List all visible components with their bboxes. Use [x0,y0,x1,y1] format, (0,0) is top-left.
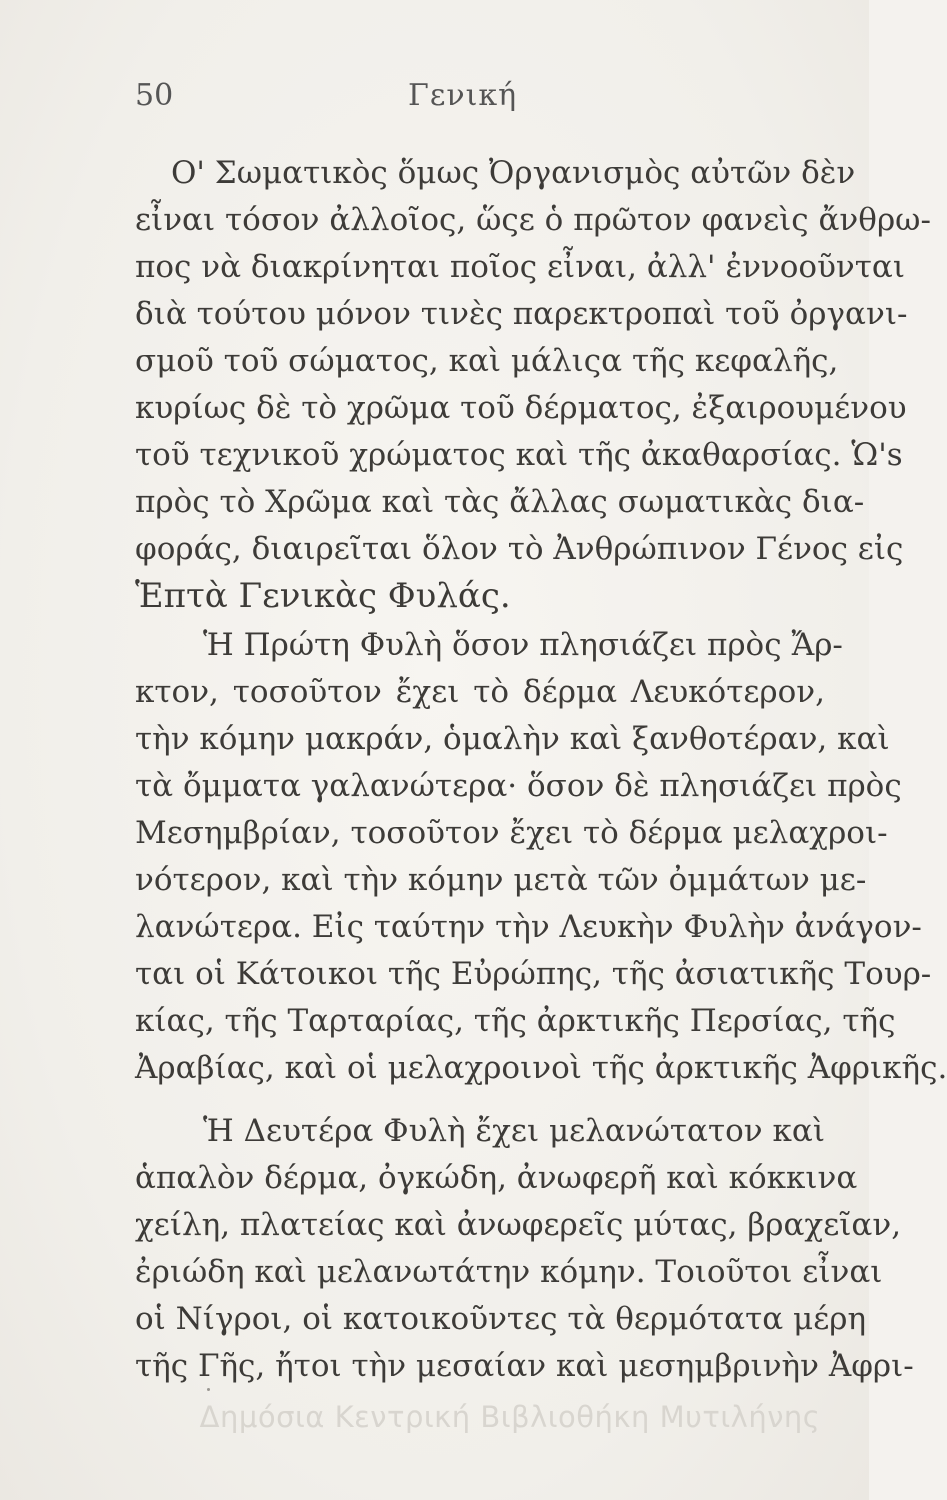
text-line: λανώτερα. Εἰς ταύτην τὴν Λευκὴν Φυλὴν ἀνάγον- [135,909,922,945]
text-line: διὰ τούτου μόνον τινὲς παρεκτροπαὶ τοῦ ὀργανι- [135,296,908,332]
library-watermark: Δημόσια Κεντρική Βιβλιοθήκη Μυτιλήνης [199,1400,821,1434]
text-line: χείλη, πλατείας καὶ ἀνωφερεῖς μύτας, βραχεῖαν, [135,1207,902,1243]
text-line: κίας, τῆς Ταρταρίας, τῆς ἀρκτικῆς Περσίας, τῆς [135,1003,896,1039]
text-line: Ἑπτὰ Γενικὰς Φυλάς. [135,576,511,616]
text-line: τοῦ τεχνικοῦ χρώματος καὶ τῆς ἀκαθαρσίας. Ὡ's [135,437,903,473]
paragraph-2 [135,622,947,1092]
text-line: σμοῦ τοῦ σώματος, καὶ μάλιςα τῆς κεφαλῆς, [135,343,839,379]
text-line: ἐριώδη καὶ μελανωτάτην κόμην. Τοιοῦτοι εἶναι [135,1254,883,1290]
text-line: τὴν κόμην μακράν, ὁμαλὴν καὶ ξανθοτέραν, καὶ [135,721,890,757]
text-line: Ο' Σωματικὸς ὅμως Ὀργανισμὸς αὐτῶν δὲν [171,155,856,191]
text-line: τὰ ὄμματα γαλανώτερα· ὅσον δὲ πλησιάζει πρὸς [135,768,902,804]
text-line: κυρίως δὲ τὸ χρῶμα τοῦ δέρματος, ἐξαιρουμένου [135,390,907,426]
text-line: Ἡ Πρώτη Φυλὴ ὅσον πλησιάζει πρὸς Ἄρ- [203,627,843,663]
paragraph-3 [135,1108,914,1390]
text-line: ἁπαλὸν δέρμα, ὀγκώδη, ἀνωφερῆ καὶ κόκκινα [135,1160,858,1196]
text-line: πρὸς τὸ Χρῶμα καὶ τὰς ἄλλας σωματικὰς δια- [135,484,865,520]
text-line: Ἀραβίας, καὶ οἱ μελαχροινοὶ τῆς ἀρκτικῆς Ἀφρικῆς. [135,1050,947,1086]
text-line: πος νὰ διακρίνηται ποῖος εἶναι, ἀλλ' ἐννοοῦνται [135,249,906,285]
text-line: φοράς, διαιρεῖται ὅλον τὸ Ἀνθρώπινον Γένος εἰς [135,531,904,567]
text-line: Ἡ Δευτέρα Φυλὴ ἔχει μελανώτατον καὶ [203,1113,825,1149]
text-line: νότερον, καὶ τὴν κόμην μετὰ τῶν ὀμμάτων με- [135,862,867,898]
paragraph-1 [135,150,931,620]
running-head: Γενική [408,78,518,113]
text-line: ται οἱ Κάτοικοι τῆς Εὐρώπης, τῆς ἀσιατικῆς Τουρ- [135,956,932,992]
text-line: τῆς Γῆς, ἤτοι τὴν μεσαίαν καὶ μεσημβρινὴν Ἀφρι- [135,1348,914,1384]
text-line: οἱ Νίγροι, οἱ κατοικοῦντες τὰ θερμότατα μέρη [135,1301,867,1337]
text-line: Μεσημβρίαν, τοσοῦτον ἔχει τὸ δέρμα μελαχροι- [135,815,888,851]
text-line: εἶναι τόσον ἀλλοῖος, ὥςε ὁ πρῶτον φανεὶς ἄνθρω- [135,202,931,238]
page-header [135,78,825,118]
ink-speck [207,1388,210,1391]
text-line: κτον, τοσοῦτον ἔχει τὸ δέρμα Λευκότερον, [135,674,825,710]
page-number: 50 [135,78,174,113]
